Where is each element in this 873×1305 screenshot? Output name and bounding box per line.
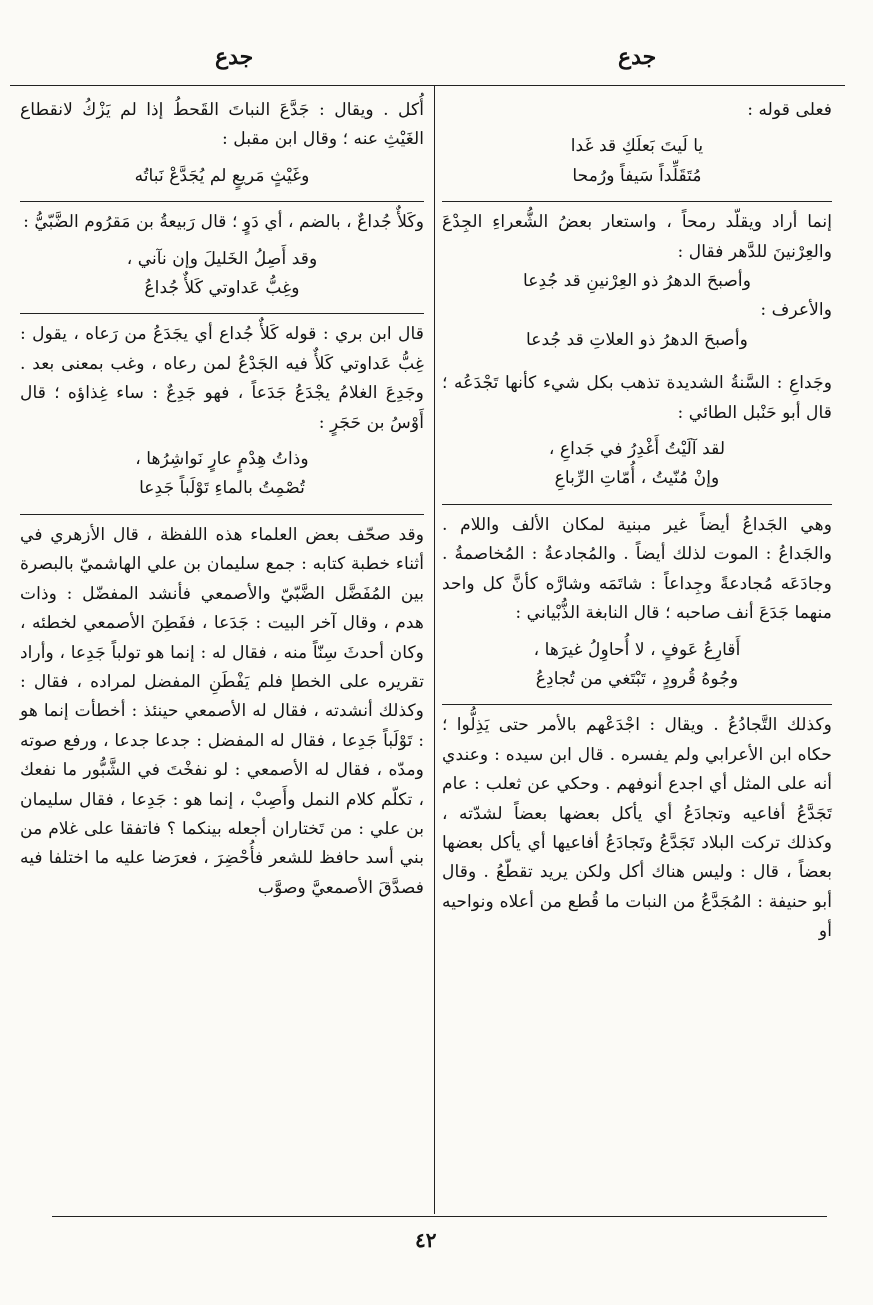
verse-line: وذاتُ هِدْمٍ عارٍ نَواشِرُها ،: [135, 449, 309, 470]
section-rule: [20, 514, 424, 515]
verse-line: وغِبُّ عَداوتي كَلأٌ جُداعُ: [144, 278, 300, 299]
paragraph: وهي الجَداعُ أيضاً غير مبنية لمكان الألف واللام . والجَداعُ : الموت لذلك أيضاً . والمُجادعةُ : المُخاصمةُ . وجادَعَه مُجادعةً وجِداعاً : شاتَمَه وشارَّه كأنَّ كل واحد منهما جَدَعَ أنف صاحبه ؛ قال النابغة الذُّبْياني :: [442, 514, 832, 624]
paragraph: فعلى قوله :: [747, 100, 832, 120]
paragraph: والأعرف :: [760, 300, 832, 321]
headword-left: جدع: [215, 44, 254, 70]
bottom-rule: [52, 1216, 827, 1217]
verse-line: تُصْمِتُ بالماءِ تَوْلَباً جَدِعا: [139, 478, 305, 499]
verse-line: وأصبحَ الدهرُ ذو العِرْنينِ قد جُدِعا: [522, 271, 752, 292]
section-rule: [442, 504, 832, 505]
section-rule: [20, 201, 424, 202]
paragraph: وكَلأٌ جُداعٌ ، بالضم ، أي دَوٍ ؛ قال رَبيعةُ بن مَقرُوم الضَّبّيُّ :: [23, 212, 424, 233]
section-rule: [20, 313, 424, 314]
right-column: [442, 96, 832, 947]
paragraph: إنما أراد ويقلّد رمحاً ، واستعار بعضُ الشُّعراءِ الجِدْعَ والعِرْنينَ للدَّهر فقال :: [442, 212, 832, 262]
paragraph: وجَداعِ : السَّنةُ الشديدة تذهب بكل شيء كأنها تَجْدَعُه ؛ قال أبو حَنْبل الطائي :: [442, 373, 832, 423]
page-number: ٤٢: [415, 1228, 437, 1252]
headword-right: جدع: [618, 44, 657, 70]
verse-line: وأصبحَ الدهرُ ذو العلاتِ قد جُدعا: [526, 329, 748, 350]
verse-line: لقد آلَيْتُ أَغْدِرُ في جَداعِ ،: [548, 439, 726, 460]
verse-line: مُتَقَلِّداً سَيفاً ورُمحا: [572, 165, 702, 186]
column-divider: [434, 86, 435, 1214]
paragraph: وكذلك التَّجادُعُ . ويقال : اجْدَعْهم بالأمر حتى يَذِلُّوا ؛ حكاه ابن الأعرابي ولم يفسره . قال ابن سيده : وعندي أنه على المثل أي اجدع أنوفهم . وحكي عن ثعلب : عام تَجَدَّعُ أفاعيه وتجادَعُ أي يأكل بعضها بعضاً لشدّته ، وكذلك تركت البلاد تَجَدَّعُ وتَجادَعُ أفاعيها أي يأكل بعضها بعضاً ، قال : وليس هناك أكل ولكن يريد تقطّعُ . وقال أبو حنيفة : المُجَدَّعُ من النبات ما قُطع من أعلاه ونواحيه أو: [442, 715, 832, 942]
paragraph: قال ابن بري : قوله كَلأٌ جُداع أي يجَدَعُ من رَعاه ، يقول : غِبُّ عَداوتي كَلأٌ فيه الجَدْعُ لمن رعاه ، وغب بمعنى بعد . وجَدِعَ الغلامُ يجْدَعُ جَدَعاً ، فهو جَدِعٌ : ساء غِذاؤه ؛ قال أَوْسُ بن حَجَرٍ :: [20, 324, 424, 433]
section-rule: [442, 201, 832, 202]
verse-line: يا لَيتَ بَعلَكِ قد غَدا: [570, 136, 704, 157]
top-rule: [10, 85, 845, 86]
verse-line: أَقارِعُ عَوفٍ ، لا أُحاوِلُ غيرَها ،: [533, 639, 741, 660]
verse-line: وقد أَصِلُ الخَليلَ وإن نآني ،: [126, 248, 318, 269]
paragraph: أُكل . ويقال : جَدَّعَ النباتَ القَحطُ إذا لم يَزْكُ لانقطاع الغَيْثِ عنه ؛ وقال ابن مقبل :: [20, 100, 424, 150]
verse-line: وغَيْثٍ مَريعٍ لم يُجَدَّعْ نَباتُه: [134, 165, 310, 186]
verse-line: وجُوهُ قُرودٍ ، تَبْتَغي من تُجادِعُ: [535, 668, 739, 689]
left-column: [20, 96, 424, 903]
paragraph: وقد صحّف بعض العلماء هذه اللفظة ، قال الأزهري في أثناء خطبة كتابه : جمع سليمان بن علي الهاشميّ بالبصرة بين المُفَضَّل الضَّبّيّ والأصمعي فأنشد المفضّل : وذات هدم ، وقال آخر البيت : جَدَعا ، ففَطِنَ الأصمعي لخطئه ، وكان أحدثَ سِنّاً منه ، فقال له : إنما هو تولباً جَدِعا ، وأراد تقريره على الخطإ فلم يَفْطَنِ المفضل لمراده ، فقال : وكذلك أنشدته ، فقال له الأصمعي حينئذ : أخطأت إنما هو : تَوْلَباً جَدِعا ، فقال له المفضل : جدعا جدعا ، ورفع صوته ومدّه ، فقال له الأصمعي : لو نفخْتَ في الشَّبُّور ما نفعك ، تكلّم كلام النمل وأَصِبْ ، إنما هو : جَدِعا ، فقال سليمان بن علي : من تَختاران أجعله بينكما ؟ فاتفقا على غلام من بني أسد حافظ للشعر فأُحْضِرَ ، فعرَضا عليه ما اختلفا فيه فصدَّقَ الأصمعيَّ وصوَّب: [20, 524, 424, 898]
section-rule: [442, 704, 832, 705]
verse-line: وإنْ مُنّيتُ ، أُمّاتِ الرِّباعِ: [554, 468, 720, 489]
